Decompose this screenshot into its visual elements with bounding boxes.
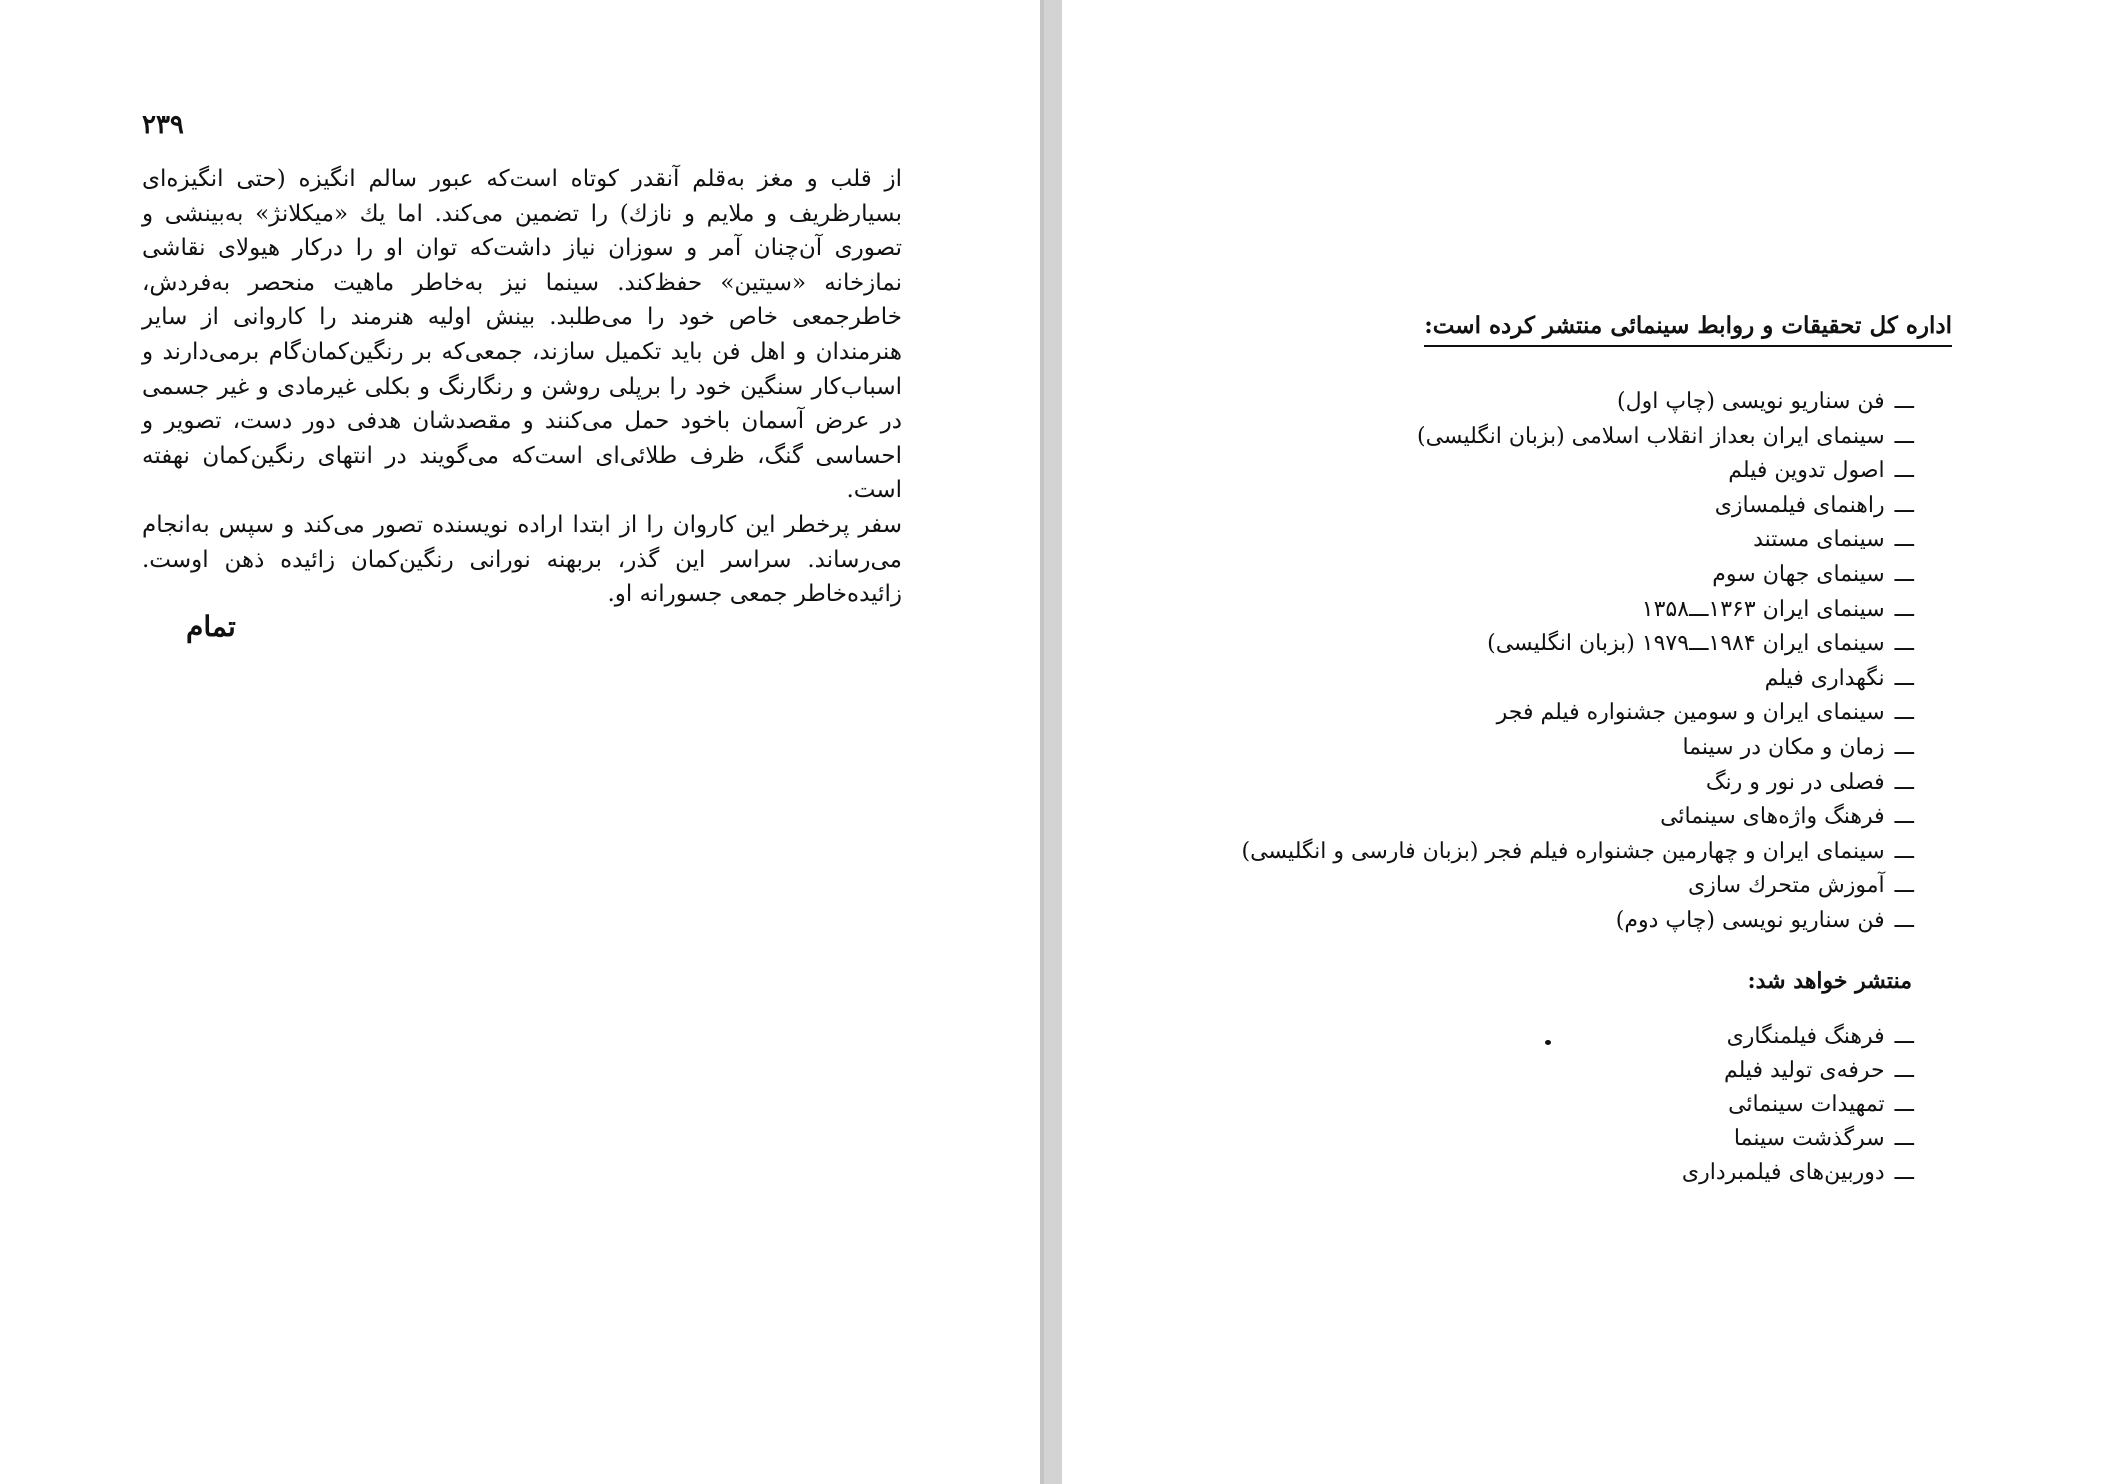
paragraph-2: سفر پرخطر این کاروان را از ابتدا اراده نویسنده تصور می‌کند و سپس به‌انجام می‌رساند. سراسر این گذر، بربهنه نورانی رنگین‌کمان زائیده ذهن اوست. زائیده‌خاطر جمعی جسورانه او. — [142, 511, 902, 608]
paragraph-1: از قلب و مغز به‌قلم آنقدر کوتاه است‌که عبور سالم انگیزه (حتی انگیزه‌ای بسیارظریف و ملایم و نازك) را تضمین می‌کند. اما یك «میکلانژ» به‌بینشی و تصوری آن‌چنان آمر و سوزان نیاز داشت‌که توان او را درکار هیولای نقاشی نمازخانه «سیتین» حفظ‌کند. سینما نیز به‌خاطر ماهیت منحصر به‌فردش، خاطرجمعی خاص خود را می‌طلبد. بینش اولیه هنرمند را کاروانی از سایر هنرمندان و اهل فن باید تکمیل سازند، جمعی‌که بر رنگین‌کمان‌گام برمی‌دارند و اسباب‌کار سنگین خود را برپلی روشن و رنگارنگ و بکلی غیرمادی و غیر جسمی در عرض آسمان باخود حمل می‌کنند و مقصدشان هدفی دور دست، تصویر و احساسی گنگ، ظرف طلائی‌ای است‌که می‌گویند در انتهای رنگین‌کمان نهفته است. — [142, 166, 902, 504]
list-item — [1242, 454, 1914, 489]
forthcoming-list — [1682, 1020, 1914, 1190]
page-number: ۲۳۹ — [142, 110, 184, 140]
list-item — [1242, 627, 1914, 662]
list-item-title: حرفه‌ی تولید فیلم — [1723, 1058, 1885, 1083]
list-dash: ـــ — [1894, 492, 1914, 518]
publisher-heading: اداره کل تحقیقات و روابط سینمائی منتشر کرده است: — [1424, 312, 1952, 347]
list-dash: ـــ — [1894, 873, 1914, 899]
list-item — [1682, 1054, 1914, 1088]
list-item-title: دوربین‌های فیلمبرداری — [1681, 1160, 1885, 1185]
list-item-title: زمان و مکان در سینما — [1682, 734, 1885, 760]
list-dash: ـــ — [1894, 1126, 1914, 1151]
list-item-title: فن سناریو نویسی (چاپ اول) — [1617, 389, 1885, 414]
right-page — [1062, 0, 2102, 1484]
book-gutter — [1040, 0, 1062, 1484]
list-dash: ـــ — [1894, 1024, 1914, 1049]
list-item — [1242, 800, 1914, 835]
list-item-title: سینمای ایران و سومین جشنواره فیلم فجر — [1496, 700, 1885, 726]
list-item-title: راهنمای فیلمسازی — [1714, 492, 1885, 518]
list-item-title: سینمای ایران ۱۹۸۴ـــ۱۹۷۹ (بزبان انگلیسی) — [1487, 631, 1885, 657]
list-item-title: فرهنگ فیلمنگاری — [1726, 1024, 1885, 1049]
list-item — [1242, 593, 1914, 628]
list-item-title: آموزش متحرك سازی — [1688, 873, 1885, 899]
list-item-title: فرهنگ واژه‌های سینمائی — [1660, 804, 1885, 830]
body-text — [142, 162, 902, 612]
list-item-title: سرگذشت سینما — [1733, 1126, 1885, 1151]
list-item-title: سینمای ایران و چهارمین جشنواره فیلم فجر (بزبان فارسی و انگلیسی) — [1241, 838, 1885, 864]
list-dash: ـــ — [1894, 700, 1914, 726]
list-item-title: اصول تدوین فیلم — [1728, 458, 1885, 484]
list-item-title: سینمای ایران ۱۳۶۳ـــ۱۳۵۸ — [1641, 596, 1885, 622]
list-item — [1242, 869, 1914, 904]
list-dash: ـــ — [1894, 804, 1914, 830]
list-item — [1242, 385, 1914, 420]
list-item — [1242, 696, 1914, 731]
list-item — [1242, 558, 1914, 593]
list-dash: ـــ — [1894, 734, 1914, 760]
list-item — [1682, 1122, 1914, 1156]
list-dash: ـــ — [1894, 907, 1914, 933]
list-item-title: سینمای مستند — [1753, 527, 1885, 553]
list-item — [1682, 1020, 1914, 1054]
list-item — [1682, 1088, 1914, 1122]
list-dash: ـــ — [1894, 596, 1914, 622]
list-dash: ـــ — [1894, 1092, 1914, 1117]
list-item — [1242, 662, 1914, 697]
list-item-title: فصلی در نور و رنگ — [1705, 769, 1885, 795]
list-item — [1242, 904, 1914, 939]
list-dash: ـــ — [1894, 631, 1914, 657]
left-page — [0, 0, 1040, 1484]
list-dash: ـــ — [1894, 389, 1914, 414]
end-mark: تمام — [186, 610, 236, 643]
list-dash: ـــ — [1894, 838, 1914, 864]
list-dash: ـــ — [1894, 458, 1914, 484]
list-item-title: سینمای جهان سوم — [1712, 561, 1885, 587]
list-dash: ـــ — [1894, 561, 1914, 587]
list-item — [1242, 731, 1914, 766]
list-item — [1242, 835, 1914, 870]
list-dash: ـــ — [1894, 1058, 1914, 1083]
list-dash: ـــ — [1894, 527, 1914, 553]
list-item — [1242, 766, 1914, 801]
list-item — [1242, 489, 1914, 524]
list-dash: ـــ — [1894, 423, 1914, 449]
print-speck — [1545, 1040, 1551, 1045]
list-item — [1242, 523, 1914, 558]
list-item-title: فن سناریو نویسی (چاپ دوم) — [1615, 907, 1885, 933]
list-item-title: نگهداری فیلم — [1764, 665, 1885, 691]
list-item — [1242, 420, 1914, 455]
published-list — [1242, 385, 1914, 939]
list-dash: ـــ — [1894, 665, 1914, 691]
list-item-title: تمهیدات سینمائی — [1728, 1092, 1885, 1117]
list-dash: ـــ — [1894, 1160, 1914, 1185]
forthcoming-heading: منتشر خواهد شد: — [1747, 968, 1912, 994]
list-dash: ـــ — [1894, 769, 1914, 795]
list-item-title: سینمای ایران بعداز انقلاب اسلامی (بزبان انگلیسی) — [1417, 423, 1885, 449]
list-item — [1682, 1156, 1914, 1190]
